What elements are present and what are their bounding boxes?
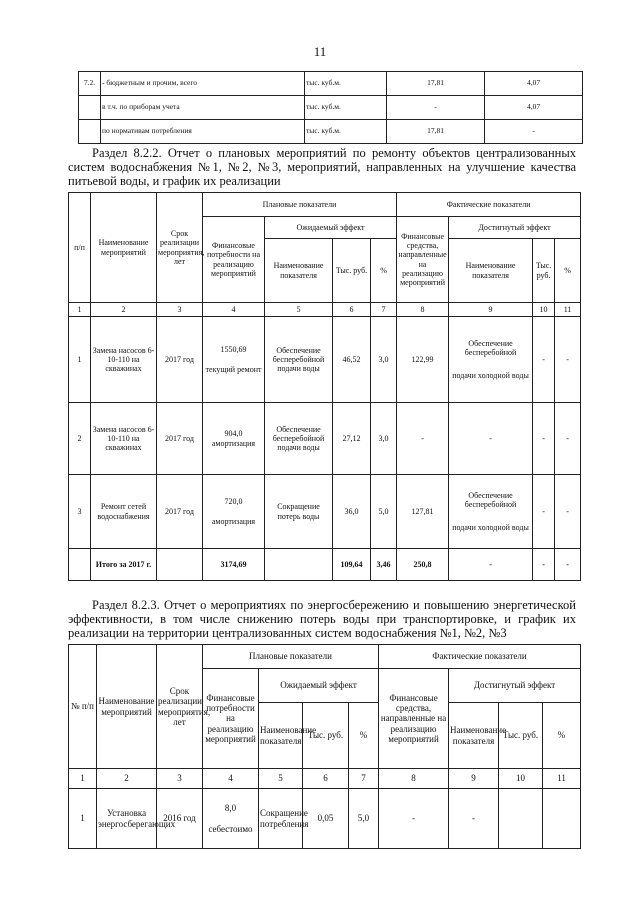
- header-exp-thous: Тыс. руб.: [333, 239, 371, 303]
- header-fact: Фактические показатели: [379, 645, 581, 669]
- header-num: п/п: [69, 193, 91, 303]
- column-number: 5: [265, 303, 333, 317]
- row-pct: 3,0: [371, 317, 397, 403]
- total-row: [69, 549, 581, 581]
- header-name: Наименование мероприятий: [91, 193, 157, 303]
- header-plan-fin: Финансовые потребности на реализацию мероприятий: [203, 669, 259, 769]
- column-number: 7: [371, 303, 397, 317]
- row-number: [79, 120, 101, 144]
- header-fact-fin: Финансовые средства, направленные на реализацию мероприятий: [397, 217, 449, 303]
- column-number: 1: [69, 303, 91, 317]
- header-exp-name: Наименование показателя: [259, 703, 303, 769]
- column-number: 2: [97, 769, 157, 789]
- header-plan: Плановые показатели: [203, 645, 379, 669]
- header-exp-name: Наименование показателя: [265, 239, 333, 303]
- row-unit: тыс. куб.м.: [305, 120, 387, 144]
- row-ach-thous: [499, 789, 543, 849]
- header-ach-name: Наименование показателя: [449, 239, 533, 303]
- row-ach-thous: -: [533, 317, 555, 403]
- row-effect: Обеспечение бесперебойной подачи воды: [265, 317, 333, 403]
- header-exp-pct: %: [371, 239, 397, 303]
- header-exp-pct: %: [349, 703, 379, 769]
- row-value: -: [485, 120, 583, 144]
- row-thous: 36,0: [333, 475, 371, 549]
- column-number: 8: [397, 303, 449, 317]
- row-ach-effect: [449, 317, 533, 403]
- row-ach-effect-line1: -: [489, 433, 492, 443]
- row-name: Замена насосов 6-10-110 на скважинах: [91, 317, 157, 403]
- row-ach-pct: -: [555, 317, 581, 403]
- header-exp-thous: Тыс. руб.: [303, 703, 349, 769]
- row-fin: [203, 789, 259, 849]
- header-expected: Ожидаемый эффект: [265, 217, 397, 239]
- row-fact-fin: -: [379, 789, 449, 849]
- row-unit: тыс. куб.м.: [305, 72, 387, 96]
- row-fin: [203, 317, 265, 403]
- row-name: по нормативам потребления: [101, 120, 305, 144]
- table-row: [69, 475, 581, 549]
- total-ach-pct: -: [555, 549, 581, 581]
- column-number: 11: [543, 769, 581, 789]
- row-name: Замена насосов 6-10-110 на скважинах: [91, 403, 157, 475]
- section-823-heading: [68, 598, 576, 640]
- header-num: № п/п: [69, 645, 97, 769]
- header-plan: Плановые показатели: [203, 193, 397, 217]
- header-ach-pct: %: [555, 239, 581, 303]
- row-fin-source: амортизация: [211, 438, 256, 448]
- row-fin: [203, 403, 265, 475]
- row-fact-fin: 122,99: [397, 317, 449, 403]
- table-row: [69, 789, 581, 849]
- header-ach-name: Наименование показателя: [449, 703, 499, 769]
- row-year: 2017 год: [157, 403, 203, 475]
- header-achieved: Достигнутый эффект: [449, 669, 581, 703]
- row-name: - бюджетным и прочим, всего: [101, 72, 305, 96]
- header-term: Срок реализации мероприятия, лет: [157, 645, 203, 769]
- header-term: Срок реализации мероприятия, лет: [157, 193, 203, 303]
- row-ach-effect: [449, 403, 533, 475]
- column-number: 10: [499, 769, 543, 789]
- header-ach-thous: Тыс. руб.: [533, 239, 555, 303]
- row-fin-source: текущий ремонт: [205, 364, 262, 374]
- row-ach-effect-line1: Обеспечение бесперебойной: [464, 490, 517, 509]
- row-fin-value: 904,0: [224, 429, 243, 439]
- table-row: [79, 72, 583, 96]
- row-fact-fin: -: [397, 403, 449, 475]
- row-ach-thous: -: [533, 475, 555, 549]
- row-number: 3: [69, 475, 91, 549]
- row-value: 17,81: [387, 72, 485, 96]
- header-name: Наименование мероприятий: [97, 645, 157, 769]
- row-name: в т.ч. по приборам учета: [101, 96, 305, 120]
- row-unit: тыс. куб.м.: [305, 96, 387, 120]
- section-822-table: [68, 192, 581, 581]
- row-ach-effect-line1: Обеспечение бесперебойной: [464, 338, 517, 357]
- table-row: [69, 403, 581, 475]
- column-number: 7: [349, 769, 379, 789]
- row-pct: 3,0: [371, 403, 397, 475]
- row-thous: 0,05: [303, 789, 349, 849]
- total-ach-effect: -: [449, 549, 533, 581]
- column-number: 3: [157, 303, 203, 317]
- column-number-row: [69, 303, 581, 317]
- row-ach-pct: -: [555, 403, 581, 475]
- row-name: Ремонт сетей водоснабжения: [91, 475, 157, 549]
- header-fact: Фактические показатели: [397, 193, 581, 217]
- row-ach-pct: -: [555, 475, 581, 549]
- row-effect: Сокращение потребления: [259, 789, 303, 849]
- section-822-heading: [68, 146, 576, 188]
- row-number: 1: [69, 789, 97, 849]
- row-ach-pct: [543, 789, 581, 849]
- row-thous: 27,12: [333, 403, 371, 475]
- total-ach-thous: -: [533, 549, 555, 581]
- row-fin-source: амортизация: [211, 516, 256, 526]
- row-thous: 46,52: [333, 317, 371, 403]
- row-ach-effect-line2: подачи холодной воды: [452, 523, 529, 533]
- row-fin-source: себестоимо: [208, 823, 253, 834]
- row-effect: Обеспечение бесперебойной подачи воды: [265, 403, 333, 475]
- column-number: 3: [157, 769, 203, 789]
- column-number: 2: [91, 303, 157, 317]
- total-label: Итого за 2017 г.: [91, 549, 157, 581]
- header-expected: Ожидаемый эффект: [259, 669, 379, 703]
- row-year: 2016 год: [157, 789, 203, 849]
- row-fin: [203, 475, 265, 549]
- column-number: 10: [533, 303, 555, 317]
- total-fin: 3174,69: [203, 549, 265, 581]
- total-fact-fin: 250,8: [397, 549, 449, 581]
- header-plan-fin: Финансовые потребности на реализацию мероприятий: [203, 217, 265, 303]
- row-effect: Сокращение потерь воды: [265, 475, 333, 549]
- row-ach-effect-line2: подачи холодной воды: [452, 371, 529, 381]
- column-number: 6: [333, 303, 371, 317]
- row-ach-effect: [449, 475, 533, 549]
- row-pct: 5,0: [371, 475, 397, 549]
- header-ach-pct: %: [543, 703, 581, 769]
- table-row: [69, 317, 581, 403]
- row-number: 2: [69, 403, 91, 475]
- page-number: 11: [313, 44, 327, 59]
- column-number: 11: [555, 303, 581, 317]
- column-number: 4: [203, 769, 259, 789]
- row-name: Установка энергосберегающих: [97, 789, 157, 849]
- row-value: 4,07: [485, 72, 583, 96]
- total-pct: 3,46: [371, 549, 397, 581]
- row-fin-value: 1550,69: [220, 345, 247, 355]
- row-pct: 5,0: [349, 789, 379, 849]
- row-number: 7.2.: [79, 72, 101, 96]
- column-number: 9: [449, 303, 533, 317]
- row-year: 2017 год: [157, 475, 203, 549]
- row-value: 17,81: [387, 120, 485, 144]
- column-number-row: [69, 769, 581, 789]
- table-row: [79, 96, 583, 120]
- column-number: 9: [449, 769, 499, 789]
- row-ach-thous: -: [533, 403, 555, 475]
- header-ach-thous: Тыс. руб.: [499, 703, 543, 769]
- section-823-table: [68, 644, 581, 849]
- column-number: 5: [259, 769, 303, 789]
- header-achieved: Достигнутый эффект: [449, 217, 581, 239]
- column-number: 4: [203, 303, 265, 317]
- row-value: 4,07: [485, 96, 583, 120]
- total-thous: 109,64: [333, 549, 371, 581]
- column-number: 8: [379, 769, 449, 789]
- row-fact-fin: 127,81: [397, 475, 449, 549]
- row-number: [79, 96, 101, 120]
- section-823-heading-text: Раздел 8.2.3. Отчет о мероприятиях по энергосбережению и повышению энергетической эффективности, в том числе снижению потерь воды при транспортировке, и график их реализации на территории централизованных систем водоснабжения №1, №2, №3: [68, 598, 576, 640]
- row-fin-value: 720,0: [224, 497, 243, 507]
- row-ach-effect: -: [449, 789, 499, 849]
- column-number: 6: [303, 769, 349, 789]
- column-number: 1: [69, 769, 97, 789]
- row-value: -: [387, 96, 485, 120]
- header-fact-fin: Финансовые средства, направленные на реализацию мероприятий: [379, 669, 449, 769]
- table-row: [79, 120, 583, 144]
- row-year: 2017 год: [157, 317, 203, 403]
- section-822-heading-text: Раздел 8.2.2. Отчет о плановых мероприятий по ремонту объектов централизованных систем водоснабжения №1, №2, №3, мероприятий, направленных на улучшение качества питьевой воды, и график их реализации: [68, 146, 576, 188]
- row-number: 1: [69, 317, 91, 403]
- row-fin-value: 8,0: [224, 803, 237, 814]
- consumption-table: [78, 71, 583, 144]
